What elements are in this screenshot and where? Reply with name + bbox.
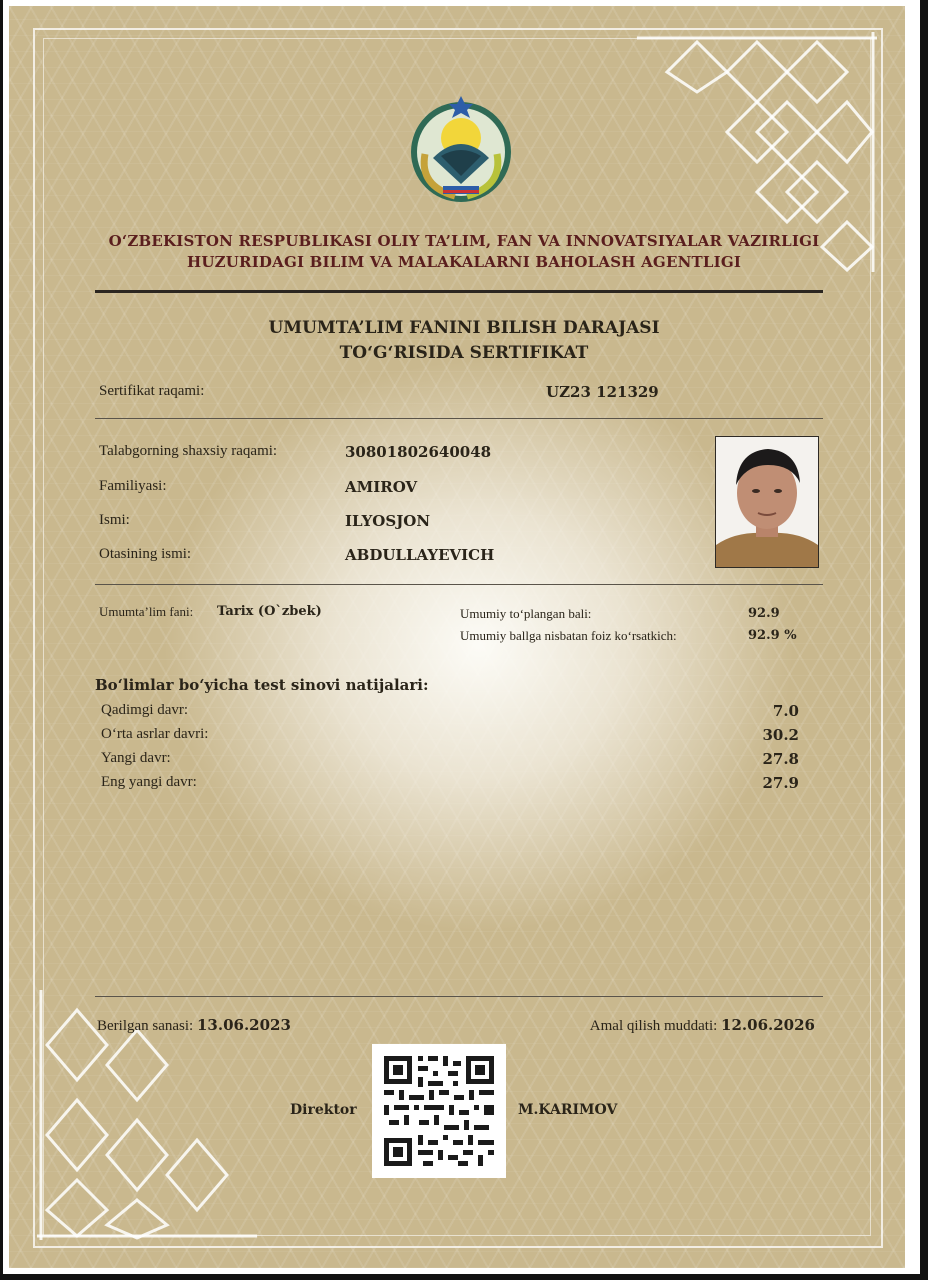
section-row-label: O‘rta asrlar davri: — [101, 726, 209, 742]
scan-edge-left — [0, 0, 3, 1280]
section-results-title: Bo‘limlar bo‘yicha test sinovi natijalari: — [95, 676, 429, 694]
surname-value: AMIROV — [345, 478, 418, 496]
total-score-value: 92.9 — [748, 606, 780, 621]
valid-until — [590, 1016, 815, 1035]
certificate-number-value: UZ23 121329 — [546, 383, 659, 401]
issued-date-value: 13.06.2023 — [196, 1016, 291, 1034]
personal-id-label: Talabgorning shaxsiy raqami: — [99, 443, 278, 459]
section-row-value: 30.2 — [762, 726, 799, 744]
certificate-title-line2: TO‘G‘RISIDA SERTIFIKAT — [339, 343, 589, 363]
certificate-number-label: Sertifikat raqami: — [99, 383, 205, 399]
percent-value: 92.9 % — [748, 628, 797, 643]
personal-id-value: 30801802640048 — [345, 443, 492, 461]
scan-edge-right — [920, 0, 928, 1280]
qr-code-icon — [372, 1044, 506, 1178]
name-label: Ismi: — [99, 512, 130, 528]
subject-value: Tarix (O`zbek) — [217, 604, 322, 619]
scan-edge-bottom — [0, 1274, 928, 1280]
divider-thick — [95, 290, 823, 293]
agency-title-line2: HUZURIDAGI BILIM VA MALAKALARNI BAHOLASH AGENTLIGI — [186, 253, 742, 271]
section-row-value: 27.8 — [762, 750, 799, 768]
certificate-sheet — [9, 6, 905, 1268]
section-row-value: 27.9 — [762, 774, 799, 792]
section-row-label: Qadimgi davr: — [101, 702, 189, 718]
divider-thin-1 — [95, 418, 823, 419]
name-value: ILYOSJON — [345, 512, 431, 530]
surname-label: Familiyasi: — [99, 478, 167, 494]
section-row-value: 7.0 — [772, 702, 799, 720]
agency-title-line1: O‘ZBEKISTON RESPUBLIKASI OLIY TA’LIM, FAN VA INNOVATSIYALAR VAZIRLIGI — [108, 232, 820, 250]
valid-until-value: 12.06.2026 — [721, 1016, 815, 1034]
director-label: Direktor — [290, 1102, 357, 1118]
issued-date — [97, 1016, 291, 1035]
applicant-photo — [715, 436, 819, 568]
issued-date-label: Berilgan sanasi: — [97, 1018, 194, 1034]
divider-thin-3 — [95, 996, 823, 997]
certificate-title-line1: UMUMTA’LIM FANINI BILISH DARAJASI — [268, 318, 660, 338]
state-emblem-icon — [405, 94, 517, 206]
patronymic-label: Otasining ismi: — [99, 546, 192, 562]
percent-label: Umumiy ballga nisbatan foiz ko‘rsatkich: — [460, 628, 677, 643]
total-score-label: Umumiy to‘plangan bali: — [460, 606, 592, 621]
section-row-label: Eng yangi davr: — [101, 774, 197, 790]
valid-until-label: Amal qilish muddati: — [589, 1018, 718, 1034]
patronymic-value: ABDULLAYEVICH — [345, 546, 495, 564]
divider-thin-2 — [95, 584, 823, 585]
subject-label: Umumta’lim fani: — [99, 604, 194, 619]
section-row-label: Yangi davr: — [101, 750, 171, 766]
director-name: M.KARIMOV — [518, 1102, 618, 1118]
